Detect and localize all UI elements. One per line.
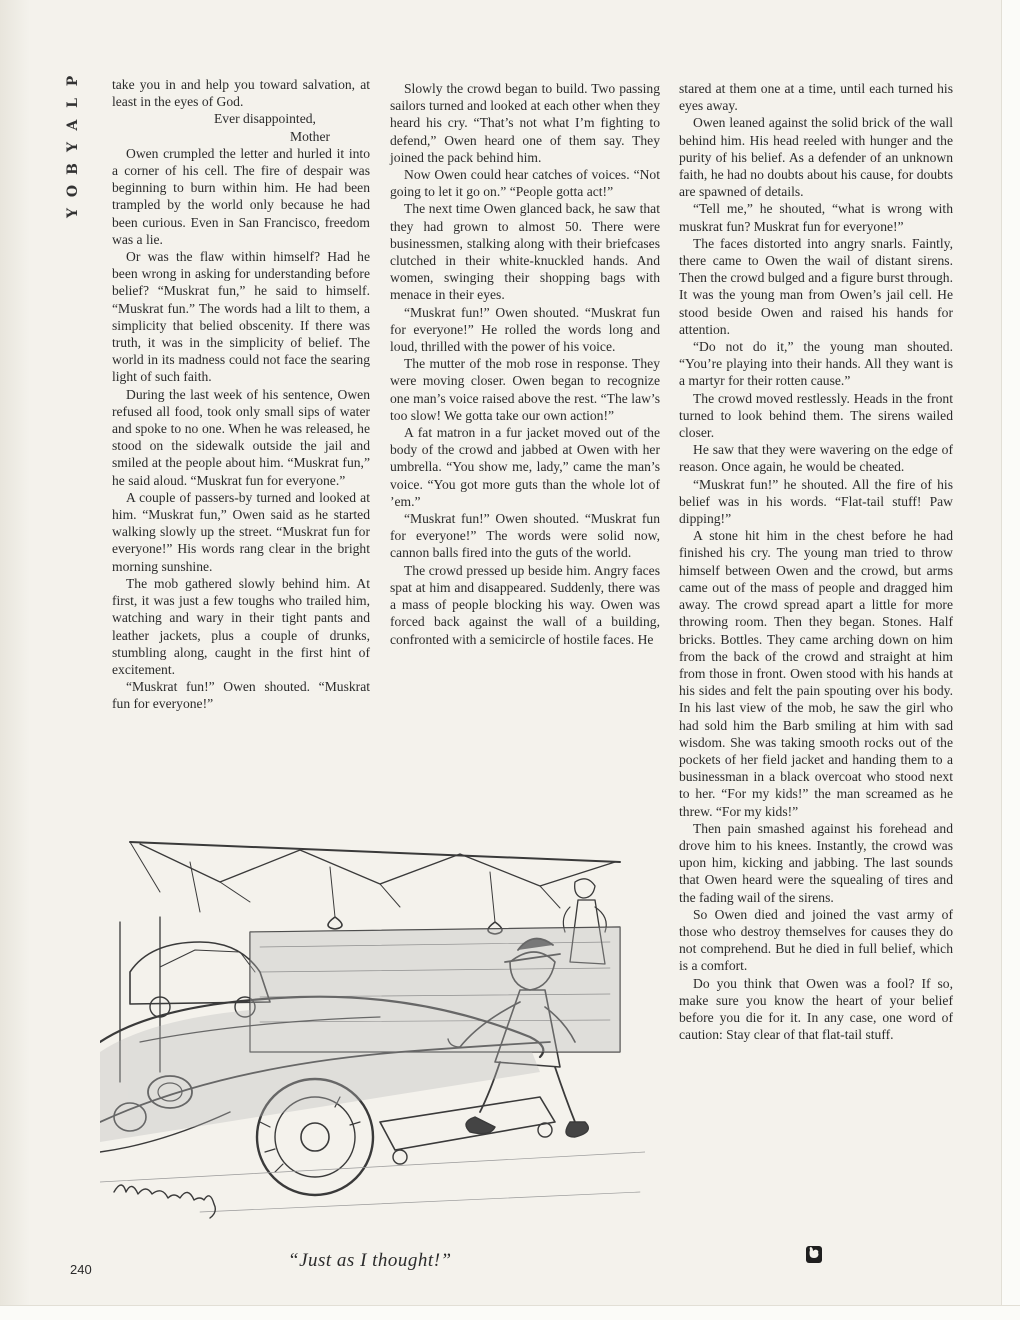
article-paragraph: During the last week of his sentence, Owen refused all food, took only small sips of water and spoke to no one. When he was released, he stood on the sidewalk outside the jail and smiled at the people about him. “Muskrat fun,” he said aloud. “Muskrat fun for everyone.” [112, 386, 370, 488]
page-binding-shadow [0, 0, 30, 1320]
article-paragraph: So Owen died and joined the vast army of those who destroy themselves for causes they do not comprehend. But he died in full belief, which is a comfort. [679, 906, 953, 974]
article-paragraph: stared at them one at a time, until each turned his eyes away. [679, 81, 953, 114]
masthead-letter: P [65, 75, 81, 87]
article-paragraph: “Muskrat fun!” Owen shouted. “Muskrat fun for everyone!” [112, 679, 370, 712]
article-paragraph: The crowd pressed up beside him. Angry faces spat at him and disappeared. Suddenly, there was a mass of people blocking his way. Owen was forced back against the wall of a building, confronted with a semicircle of hostile faces. He [390, 562, 660, 647]
masthead-letter: O [65, 184, 81, 198]
article-column-2 [390, 80, 660, 648]
article-paragraph: The mob gathered slowly behind him. At first, it was just a few toughs who trailed him, watching and wary in their tight pants and leather jackets, plus a couple of drunks, stumbling along, caught in the first hint of excitement. [112, 575, 370, 677]
article-paragraph: He saw that they were wavering on the edge of reason. Once again, he would be cheated. [679, 442, 953, 475]
article-paragraph: A fat matron in a fur jacket moved out of the body of the crowd and jabbed at Owen with her umbrella. “You show me, lady,” came the man’s voice. “You got more guts than the whole lot of ’em.” [390, 425, 660, 509]
masthead-letter: A [65, 119, 81, 131]
cartoon-caption: “Just as I thought!” [288, 1250, 452, 1271]
article-paragraph: take you in and help you toward salvation, at least in the eyes of God. [112, 77, 370, 110]
article-paragraph: Then pain smashed against his forehead and drove him to his knees. Instantly, the crowd was upon him, kicking and jabbing. The last sounds that Owen heard were the squealing of tires and the fading wail of the sirens. [679, 820, 953, 905]
page-edge-right [1001, 0, 1020, 1320]
masthead-letter: L [65, 98, 81, 108]
masthead-letter: B [65, 163, 81, 175]
article-paragraph: Or was the flaw within himself? Had he been wrong in asking for understanding before belief? “Muskrat fun,” he said to himself. “Muskrat fun.” The words had a lilt to them, a simplicity that belied obscenity. If there was truth, it was in the simplicity of belief. The world in its madness could not face the searing light of such faith. [112, 249, 370, 385]
article-paragraph: The next time Owen glanced back, he saw that they had grown to almost 50. There were businessmen, stalking along with their briefcases clutched in their white-knuckled hands. And women, swinging their shopping bags with menace in their eyes. [390, 201, 660, 303]
rabbit-endmark-icon [806, 1246, 822, 1263]
page-number: 240 [70, 1262, 92, 1277]
article-paragraph: Owen leaned against the solid brick of the wall behind him. His head reeled with hunger and the purity of his belief. As a defender of an unknown faith, he had no doubts about his cause, for doubts are spawned of details. [679, 115, 953, 200]
article-paragraph: Slowly the crowd began to build. Two passing sailors turned and looked at each other when they heard his cry. “That’s not what I’m fighting to defend,” Owen heard one of them say. They joined the pack behind him. [390, 81, 660, 165]
article-paragraph: “Muskrat fun!” he shouted. All the fire of his belief was in his words. “Flat-tail stuff! Paw dipping!” [679, 476, 953, 527]
article-column-1 [112, 76, 370, 713]
article-paragraph: “Do not do it,” the young man shouted. “You’re playing into their hands. All they want is a martyr for their rotten cause.” [679, 339, 953, 389]
article-paragraph: Do you think that Owen was a fool? If so, make sure you know the heart of your belief before you die for it. In any case, one word of caution: Stay clear of that flat-tail stuff. [679, 975, 953, 1043]
vertical-masthead [62, 70, 84, 224]
article-paragraph: Owen crumpled the letter and hurled it into a corner of his cell. The fire of despair was beginning to burn within him. He had been trampled by the world only because he had been curious. Even in San Francisco, freedom was a lie. [112, 145, 370, 247]
article-paragraph: Mother [290, 128, 331, 144]
article-paragraph: Ever disappointed, [214, 111, 316, 127]
article-paragraph: “Muskrat fun!” Owen shouted. “Muskrat fun for everyone!” The words were solid now, cannon balls fired into the guts of the world. [390, 511, 660, 561]
article-paragraph: The crowd moved restlessly. Heads in the front turned to look behind them. The sirens wailed closer. [679, 390, 953, 441]
masthead-letter: Y [65, 208, 81, 218]
article-paragraph: A couple of passers-by turned and looked at him. “Muskrat fun,” Owen said as he started walking slowly up the street. “Muskrat fun for everyone!” His words rang clear in the bright morning sunshine. [112, 489, 370, 574]
article-paragraph: “Muskrat fun!” Owen shouted. “Muskrat fun for everyone!” He rolled the words long and loud, thrilled with the power of his voice. [390, 304, 660, 355]
page-edge-bottom [0, 1305, 1020, 1320]
masthead-letter: Y [65, 142, 81, 152]
article-paragraph: A stone hit him in the chest before he had finished his cry. The young man tried to throw himself between Owen and the crowd, but arms came out of the mass of people and dragged him away. The crowd spread apart a little for more throwing room. Then they began. Stones. Half bricks. Bottles. They came arching down on him from the back of the crowd and straight at him from those in front. Owen stood with his hands at his sides and felt the pain spouting over his body. In his last view of the mob, he saw the girl who had sold him the Barb smiling at him with sad wisdom. She was taking smooth rocks out of the pockets of her field jacket and handing them to a businessman in a black overcoat who stood next to her. “For my kids!” the man screamed as he threw. “For my kids!” [679, 528, 953, 819]
article-paragraph: The mutter of the mob rose in response. They were moving closer. Owen began to recognize one man’s voice raised above the rest. “The law’s too slow! We gotta take our own action!” [390, 356, 660, 423]
article-paragraph: The faces distorted into angry snarls. Faintly, there came to Owen the wail of distant sirens. Then the crowd bulged and a figure burst through. It was the young man from Owen’s jail cell. He stood beside Owen and raised his hands for attention. [679, 235, 953, 337]
article-paragraph: Now Owen could hear catches of voices. “Not going to let it go on.” “People gotta act!” [390, 167, 660, 200]
article-paragraph: “Tell me,” he shouted, “what is wrong with muskrat fun? Muskrat fun for everyone!” [679, 201, 953, 234]
cartoon-illustration [100, 822, 645, 1244]
article-column-3 [679, 80, 953, 1043]
